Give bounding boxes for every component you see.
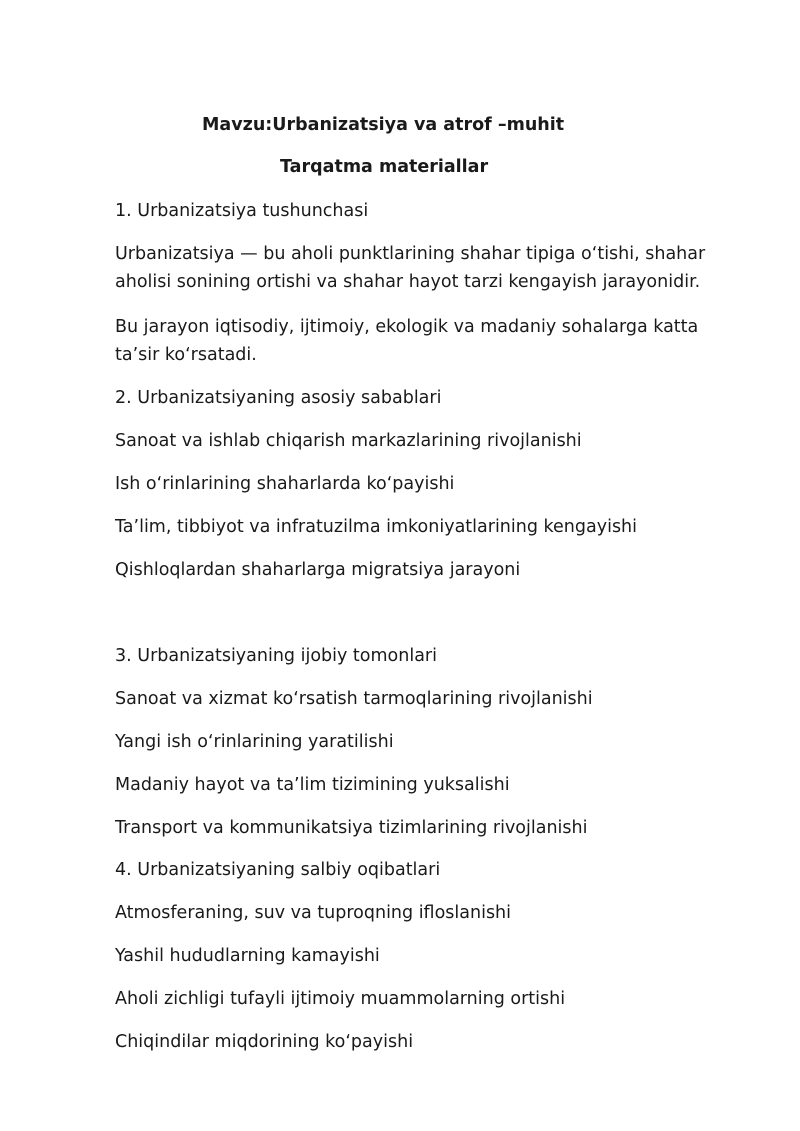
section-4-item-3: Aholi zichligi tufayli ijtimoiy muammolarning ortishi: [115, 989, 566, 1009]
document-topic: Mavzu:Urbanizatsiya va atrof –muhit: [202, 115, 565, 135]
section-3-heading: 3. Urbanizatsiyaning ijobiy tomonlari: [115, 646, 437, 666]
section-1-paragraph-2: Bu jarayon iqtisodiy, ijtimoiy, ekologik va madaniy sohalarga katta ta’sir ko‘rsatadi.: [115, 317, 699, 365]
section-2-item-4: Qishloqlardan shaharlarga migratsiya jarayoni: [115, 560, 521, 580]
section-3-item-3: Madaniy hayot va ta’lim tizimining yuksalishi: [115, 775, 510, 795]
section-2-heading: 2. Urbanizatsiyaning asosiy sabablari: [115, 388, 442, 408]
section-4-item-2: Yashil hududlarning kamayishi: [115, 946, 380, 966]
section-1-heading: 1. Urbanizatsiya tushunchasi: [115, 201, 369, 221]
section-3-item-2: Yangi ish o‘rinlarining yaratilishi: [115, 732, 394, 752]
section-3-item-4: Transport va kommunikatsiya tizimlarining rivojlanishi: [115, 818, 588, 838]
section-2-item-3: Ta’lim, tibbiyot va infratuzilma imkoniyatlarining kengayishi: [115, 517, 638, 537]
section-4-heading: 4. Urbanizatsiyaning salbiy oqibatlari: [115, 860, 441, 880]
section-1-paragraph-1: Urbanizatsiya — bu aholi punktlarining shahar tipiga o‘tishi, shahar aholisi sonining ortishi va shahar hayot tarzi kengayish jarayonidir.: [115, 244, 706, 292]
section-4-item-4: Chiqindilar miqdorining ko‘payishi: [115, 1032, 414, 1052]
document-subtitle: Tarqatma materiallar: [280, 157, 489, 177]
section-2-item-2: Ish o‘rinlarining shaharlarda ko‘payishi: [115, 474, 455, 494]
section-3-item-1: Sanoat va xizmat ko‘rsatish tarmoqlarining rivojlanishi: [115, 689, 593, 709]
section-4-item-1: Atmosferaning, suv va tuproqning ifloslanishi: [115, 903, 512, 923]
section-2-item-1: Sanoat va ishlab chiqarish markazlarining rivojlanishi: [115, 431, 582, 451]
